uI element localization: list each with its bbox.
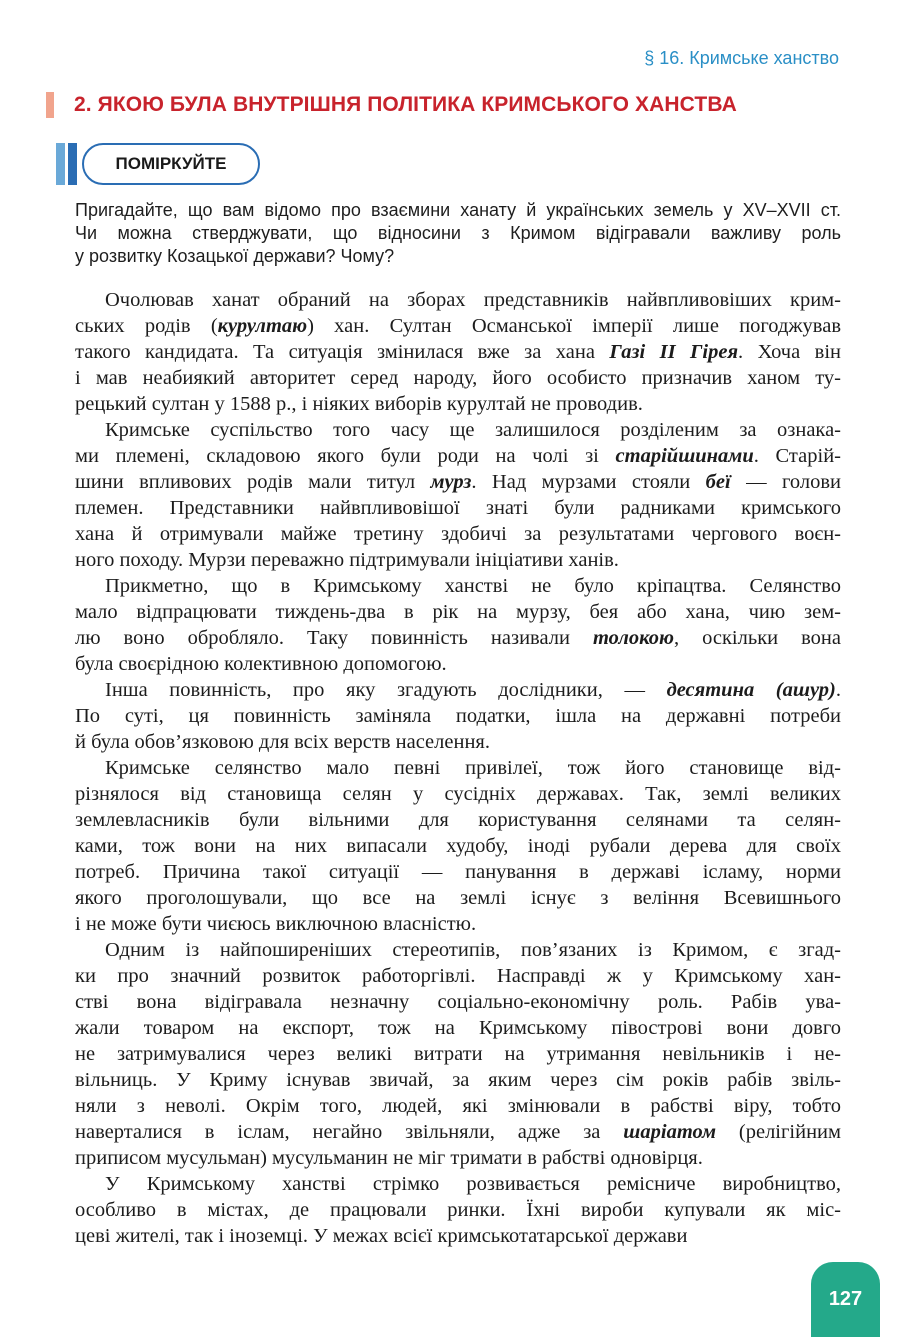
text-run: якого проголошували, що все на землі існує з веління Всевишнього: [75, 887, 841, 909]
text-line: [75, 1223, 841, 1249]
text-line: [75, 807, 841, 833]
text-run: Кримське селянство мало певні привілеї, тож його становище від-: [105, 757, 841, 779]
text-run: шини впливових родів мали титул: [75, 471, 431, 493]
text-run: землевласників були вільними для користування селянами та селян-: [75, 809, 841, 831]
paragraph: [75, 937, 841, 1171]
text-run: — голови: [730, 471, 841, 493]
text-run: няли з неволі. Окрім того, людей, які змінювали в рабстві віру, тобто: [75, 1095, 841, 1117]
text-run: . Хоча він: [738, 341, 841, 363]
section-title: 2. ЯКОЮ БУЛА ВНУТРІШНЯ ПОЛІТИКА КРИМСЬКОГО ХАНСТВА: [74, 93, 737, 116]
text-run: ками, тож вони на них випасали худобу, іноді рубали дерева для своїх: [75, 835, 841, 857]
text-run: жали товаром на експорт, тож на Кримському півострові вони довго: [75, 1017, 841, 1039]
text-line: [75, 417, 841, 443]
text-line: [75, 469, 841, 495]
paragraph: [75, 573, 841, 677]
text-run: особливо в містах, де працювали ринки. Їхні вироби купували як міс-: [75, 1199, 841, 1221]
text-line: [75, 1015, 841, 1041]
text-run: (релігійним: [716, 1121, 841, 1143]
text-run: лю воно обробляло. Таку повинність називали: [75, 627, 593, 649]
text-line: [75, 989, 841, 1015]
text-run: різнялося від становища селян у сусідніх державах. Так, землі великих: [75, 783, 841, 805]
text-line: [75, 365, 841, 391]
text-line: [75, 859, 841, 885]
text-line: [75, 443, 841, 469]
text-line: [75, 911, 841, 937]
paragraph: [75, 755, 841, 937]
text-run: хана й отримували майже третину здобичі за результатами чергового воєн-: [75, 523, 841, 545]
text-run: ки про значний розвиток работоргівлі. Насправді ж у Кримському хан-: [75, 965, 841, 987]
text-line: [75, 1041, 841, 1067]
text-run: Очолював ханат обраний на зборах представників найвпливовіших крим-: [105, 289, 841, 311]
term-highlight: курултаю: [217, 315, 308, 337]
question-line: Чи можна стверджувати, що відносини з Кримом відігравали важливу роль: [75, 223, 841, 243]
term-highlight: Газі II Гірея: [609, 341, 739, 363]
text-run: й була обов’язковою для всіх верств населення.: [75, 731, 490, 753]
text-line: [75, 313, 841, 339]
text-run: ми племені, складовою якого були роди на чолі зі: [75, 445, 616, 467]
text-line: [75, 833, 841, 859]
text-line: [75, 625, 841, 651]
text-run: По суті, ця повинність заміняла податки, ішла на державні потреби: [75, 705, 841, 727]
text-run: ного походу. Мурзи переважно підтримували ініціативи ханів.: [75, 549, 619, 571]
text-line: [75, 1119, 841, 1145]
text-run: Кримське суспільство того часу ще залишилося розділеним за ознака-: [105, 419, 841, 441]
term-highlight: старійшинами: [615, 445, 754, 467]
text-line: [75, 703, 841, 729]
text-line: [75, 391, 841, 417]
text-line: [75, 651, 841, 677]
text-line: [75, 677, 841, 703]
text-line: [75, 1145, 841, 1171]
page-number: 127: [811, 1262, 880, 1337]
text-run: такого кандидата. Та ситуація змінилася вже за хана: [75, 341, 610, 363]
section-heading: [46, 92, 863, 118]
text-line: [75, 1093, 841, 1119]
text-run: і мав неабиякий авторитет серед народу, його особисто призначив ханом ту-: [75, 367, 841, 389]
term-highlight: беї: [705, 471, 731, 493]
text-run: стві вона відігравала незначну соціально-економічну роль. Рабів ува-: [75, 991, 841, 1013]
text-line: [75, 339, 841, 365]
text-run: Прикметно, що в Кримському ханстві не було кріпацтва. Селянство: [105, 575, 841, 597]
heading-accent-bar: [46, 92, 54, 118]
text-run: ських родів (: [75, 315, 218, 337]
think-label: ПОМІРКУЙТЕ: [82, 143, 260, 185]
text-run: ) хан. Султан Османської імперії лише погоджував: [307, 315, 841, 337]
paragraph: [75, 1171, 841, 1249]
text-run: .: [835, 679, 841, 701]
text-run: рецький султан у 1588 р., і ніяких виборів курултай не проводив.: [75, 393, 643, 415]
think-callout: [56, 143, 262, 185]
paragraph: [75, 677, 841, 755]
text-run: . Над мурзами стояли: [471, 471, 706, 493]
text-line: [75, 521, 841, 547]
text-line: [75, 963, 841, 989]
text-line: [75, 599, 841, 625]
text-run: не затримувалися через великі витрати на утримання невільників і не-: [75, 1043, 841, 1065]
text-run: вільниць. У Криму існував звичай, за яким через сім років рабів звіль-: [75, 1069, 841, 1091]
text-run: була своєрідною колективною допомогою.: [75, 653, 447, 675]
text-line: [75, 755, 841, 781]
paragraph: [75, 287, 841, 417]
text-line: [75, 287, 841, 313]
text-run: мало відпрацювати тиждень-два в рік на мурзу, бея або хана, чию зем-: [75, 601, 841, 623]
term-highlight: десятина (ашур): [666, 679, 836, 701]
text-line: [75, 729, 841, 755]
text-run: , оскільки вона: [673, 627, 841, 649]
question-line: у розвитку Козацької держави? Чому?: [75, 246, 395, 266]
term-highlight: шаріатом: [623, 1121, 717, 1143]
text-line: [75, 1197, 841, 1223]
think-question: [75, 199, 841, 268]
text-line: [75, 1067, 841, 1093]
main-text: [75, 287, 841, 1249]
text-run: Інша повинність, про яку згадують дослідники, —: [105, 679, 667, 701]
text-line: [75, 547, 841, 573]
text-run: Одним із найпоширеніших стереотипів, пов’язаних із Кримом, є згад-: [105, 939, 841, 961]
text-run: приписом мусульман) мусульманин не міг тримати в рабстві одновірця.: [75, 1147, 703, 1169]
text-line: [75, 937, 841, 963]
text-run: . Старій-: [753, 445, 841, 467]
text-line: [75, 573, 841, 599]
term-highlight: толокою: [592, 627, 674, 649]
text-run: наверталися в іслам, негайно звільняли, адже за: [75, 1121, 624, 1143]
text-line: [75, 495, 841, 521]
callout-accent-bar-dark: [68, 143, 77, 185]
term-highlight: мурз: [430, 471, 472, 493]
question-line: Пригадайте, що вам відомо про взаємини ханату й українських земель у XV–XVII ст.: [75, 200, 841, 220]
text-run: племен. Представники найвпливовішої знаті були радниками кримського: [75, 497, 841, 519]
text-line: [75, 885, 841, 911]
text-run: потреб. Причина такої ситуації — панування в державі ісламу, норми: [75, 861, 841, 883]
paragraph: [75, 417, 841, 573]
text-line: [75, 781, 841, 807]
text-run: У Кримському ханстві стрімко розвивається ремісниче виробництво,: [105, 1173, 841, 1195]
text-run: цеві жителі, так і іноземці. У межах всієї кримськотатарської держави: [75, 1225, 688, 1247]
callout-accent-bar-light: [56, 143, 65, 185]
text-line: [75, 1171, 841, 1197]
text-run: і не може бути чиєюсь виключною власністю.: [75, 913, 477, 935]
running-head: § 16. Кримське ханство: [644, 48, 839, 68]
